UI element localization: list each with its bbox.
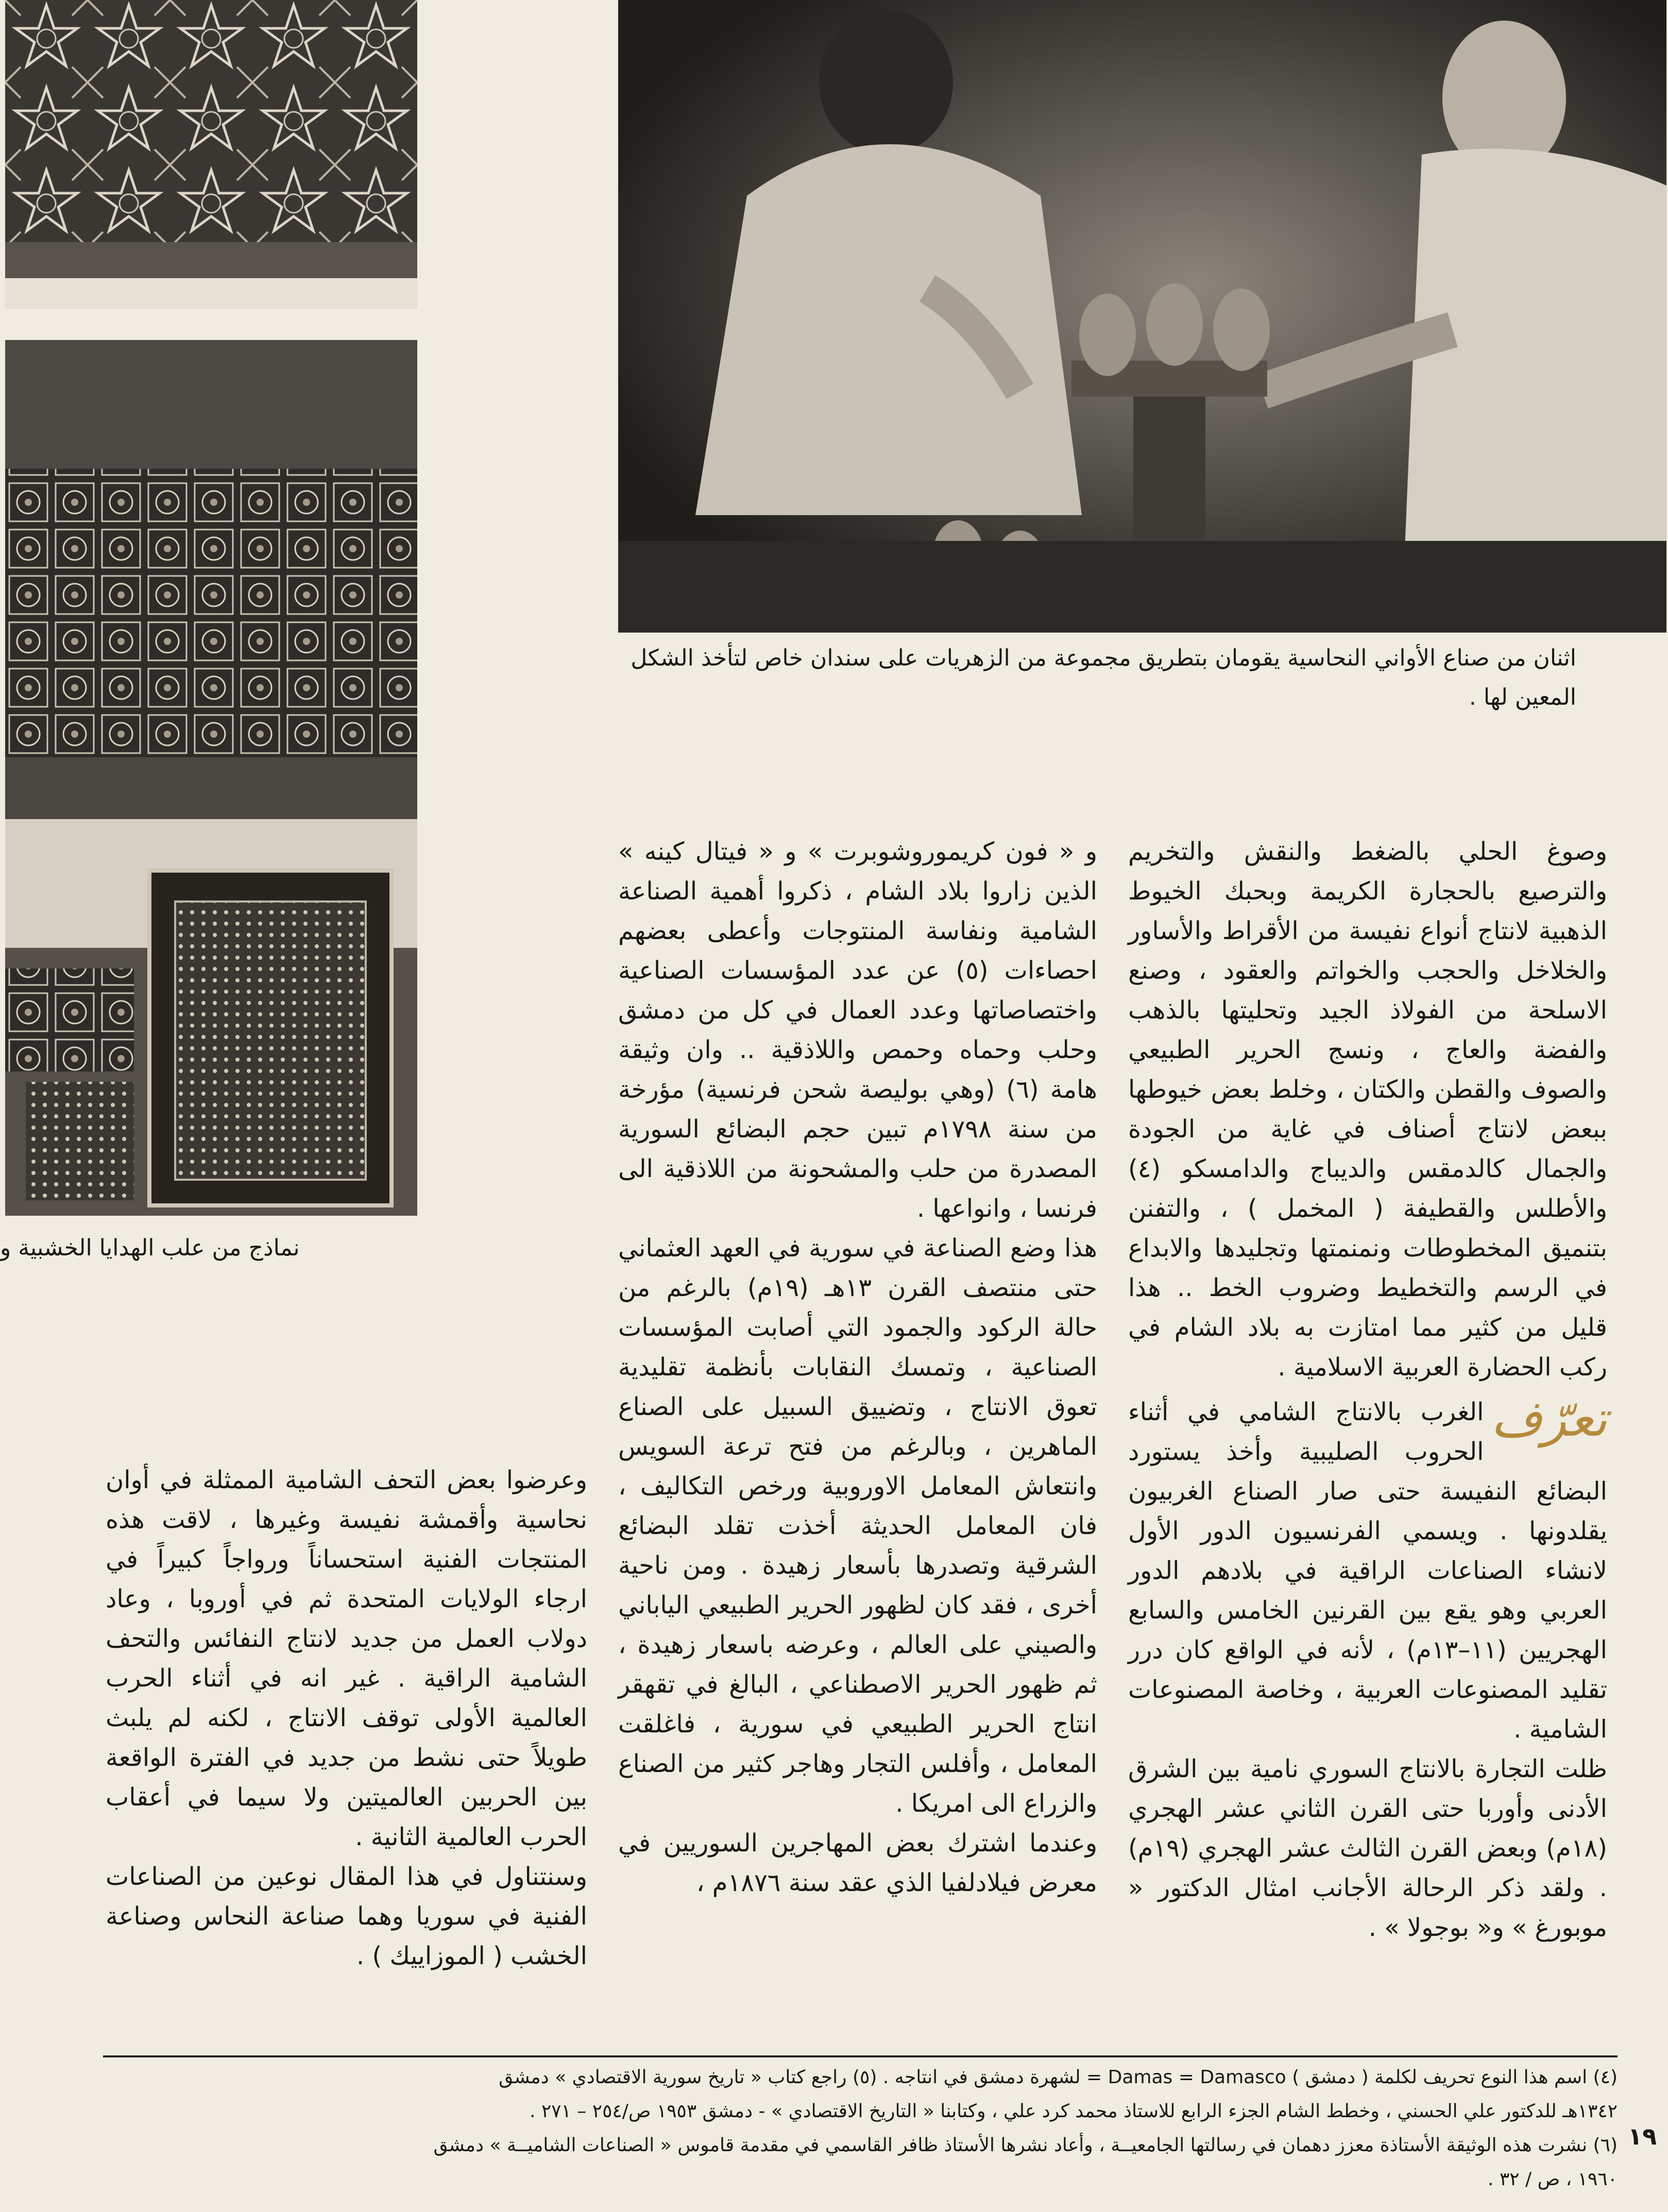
paragraph: وعندما اشترك بعض المهاجرين السوريين في معرض فيلادلفيا الذي عقد سنة ١٨٧٦م ، [618,1829,1097,1897]
text-column-left [106,1460,587,1976]
footnote-line: ١٣٤٢هـ للدكتور علي الحسني ، وخطط الشام الجزء الرابع للاستاذ محمد كرد علي ، وكتابنا « التاريخ الاقتصادي » - دمشق ١٩٥٣ ص/٢٥٤ – ٢٧١ . [529,2101,1618,2122]
coppersmiths-caption: اثنان من صناع الأواني النحاسية يقومان بتطريق مجموعة من الزهريات على سندان خاص لتأخذ الشكل المعين لها . [631,645,1576,710]
paragraph-with-dropcap [1128,1392,1607,1749]
paragraph: ظلت التجارة بالانتاج السوري نامية بين الشرق الأدنى وأوربا حتى القرن الثاني عشر الهجري (١٨م) وبعض القرن الثالث عشر الهجري (١٩م) . ولقد ذكر الرحالة الأجانب امثال الدكتور « موبورغ » و« بوجولا » . [1128,1755,1607,1942]
inlaid-wood-panels-photo [5,340,417,1216]
footnote-line: ١٩٦٠ ، ص / ٣٢ . [1488,2169,1618,2190]
footnote-separator [103,2055,1618,2057]
footnote-line: (٤) اسم هذا النوع تحريف لكلمة ( دمشق ) Damas = Damasco = لشهرة دمشق في انتاجه . (٥) راجع كتاب « تاريخ سورية الاقتصادي » دمشق [499,2067,1618,2088]
text-column-middle [618,832,1097,1903]
wood-boxes-caption: نماذج من علب الهدايا الخشبية و [0,1235,300,1261]
geometric-star-pattern-icon [5,0,417,309]
dropcap-word: تعرّف [1491,1390,1607,1448]
footnotes [103,2061,1618,2197]
coppersmiths-photo [618,0,1666,633]
paragraph: و « فون كريموروشوبرت » و « فيتال كينه » الذين زاروا بلاد الشام ، ذكروا أهمية الصناعة الشامية ونفاسة المنتوجات وأعطى بعضهم احصاءات (٥) عن عدد المؤسسات الصناعية واختصاصاتها وعدد العمال في كل من دمشق وحلب وحماه وحمص واللاذقية .. وان وثيقة هامة (٦) (وهي بوليصة شحن فرنسية) مؤرخة من سنة ١٧٩٨م تبين حجم البضائع السورية المصدرة من حلب والمشحونة من اللاذقية الى فرنسا ، وانواعها . [618,837,1098,1223]
paragraph: وعرضوا بعض التحف الشامية الممثلة في أوان نحاسية وأقمشة نفيسة وغيرها ، لاقت هذه المنتجات الفنية استحساناً ورواجاً كبيراً في ارجاء الولايات المتحدة ثم في أوروبا ، وعاد دولاب العمل من جديد لانتاج النفائس والتحف الشامية الراقية . غير انه في أثناء الحرب العالمية الأولى توقف الانتاج ، لكنه لم يلبث طويلاً حتى نشط من جديد في الفترة الواقعة بين الحربين العالميتين ولا سيما في أعقاب الحرب العالمية الثانية . [106,1466,587,1851]
footnote-line: (٦) نشرت هذه الوثيقة الأستاذة معزز دهمان في رسالتها الجامعيــة ، وأعاد نشرها الأستاذ ظافر القاسمي في مقدمة قاموس « الصناعات الشاميــة » دمشق [433,2135,1618,2156]
inlaid-wood-panels-icon [5,340,417,1216]
page-number: ١٩ [1628,2122,1657,2150]
paragraph-text: الغرب بالانتاج الشامي في أثناء الحروب الصليبية وأخذ يستورد البضائع النفيسة حتى صار الصناع الغربيون يقلدونها . ويسمي الفرنسيون الدور الأول لانشاء الصناعات الراقية في بلادهم الدور العربي وهو يقع بين القرنين الخامس والسابع الهجريين (١١–١٣م) ، لأنه في الواقع كان درر تقليد المصنوعات العربية ، وخاصة المصنوعات الشامية . [1128,1398,1608,1744]
paragraph: وصوغ الحلي بالضغط والنقش والتخريم والترصيع بالحجارة الكريمة وبحبك الخيوط الذهبية لانتاج أنواع نفيسة من الأقراط والأساور والخلاخل والحجب والخواتم والعقود ، وصنع الاسلحة من الفولاذ الجيد وتحليتها بالذهب والفضة والعاج ، ونسج الحرير الطبيعي والصوف والقطن والكتان ، وخلط بعض خيوطها ببعض لانتاج أصناف في غاية من الجودة والجمال كالدمقس والديباج والدامسكو (٤) والأطلس والقطيفة ( المخمل ) ، والتفنن بتنميق المخطوطات ونمنمتها وتجليدها والابداع في الرسم والتخطيط وضروب الخط .. هذا قليل من كثير مما امتازت به بلاد الشام في ركب الحضارة العربية الاسلامية . [1128,837,1607,1382]
coppersmiths-photo-icon [618,0,1666,633]
geometric-pattern-photo [5,0,417,309]
text-column-right [1128,832,1607,1948]
paragraph: وسنتناول في هذا المقال نوعين من الصناعات الفنية في سوريا وهما صناعة النحاس وصناعة الخشب ( الموزاييك ) . [106,1862,587,1970]
paragraph: هذا وضع الصناعة في سورية في العهد العثماني حتى منتصف القرن ١٣هـ (١٩م) بالرغم من حالة الركود والجمود التي أصابت المؤسسات الصناعية ، وتمسك النقابات بأنظمة تقليدية تعوق الانتاج ، وتضييق السبيل على الصناع الماهرين ، وبالرغم من فتح ترعة السويس وانتعاش المعامل الاوروبية ورخص التكاليف ، فان المعامل الحديثة أخذت تقلد البضائع الشرقية وتصدرها بأسعار زهيدة . ومن ناحية أخرى ، فقد كان لظهور الحرير الطبيعي الياباني والصيني على العالم ، وعرضه باسعار زهيدة ، ثم ظهور الحرير الاصطناعي ، البالغ في تقهقر انتاج الحرير الطبيعي في سورية ، فاغلقت المعامل ، وأفلس التجار وهاجر كثير من الصناع والزراع الى امريكا . [618,1234,1097,1818]
